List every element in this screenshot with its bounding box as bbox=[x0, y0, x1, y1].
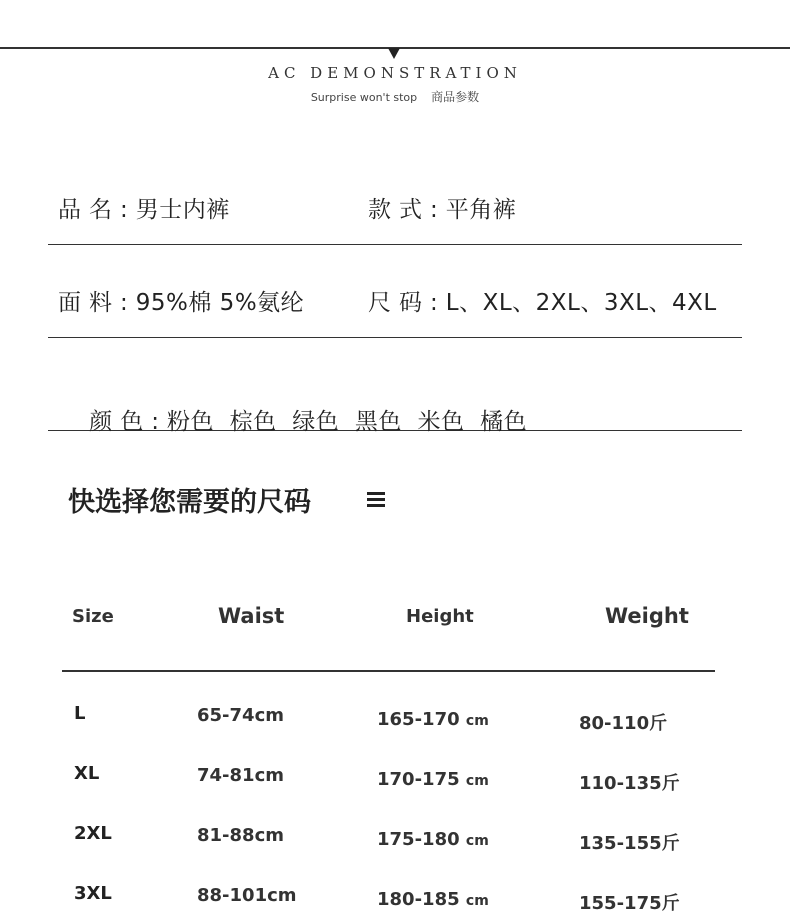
height-unit: cm bbox=[465, 713, 489, 729]
height-value: 165-170 bbox=[377, 709, 460, 730]
spec-row-fabric-size bbox=[48, 244, 742, 338]
spec-value: 粉色 棕色 绿色 黑色 米色 橘色 bbox=[167, 409, 528, 435]
down-arrow-icon bbox=[388, 48, 400, 59]
table-cell-size: 3XL bbox=[74, 883, 112, 904]
table-header-waist: Waist bbox=[218, 604, 285, 628]
table-cell-weight: 135-155斤 bbox=[579, 833, 680, 854]
height-unit: cm bbox=[465, 833, 489, 849]
table-cell-waist: 65-74cm bbox=[197, 705, 284, 726]
brand-subtitle bbox=[0, 88, 790, 105]
table-cell-height bbox=[377, 889, 489, 910]
table-divider bbox=[62, 670, 715, 672]
height-value: 175-180 bbox=[377, 829, 460, 850]
table-cell-waist: 81-88cm bbox=[197, 825, 284, 846]
height-value: 170-175 bbox=[377, 769, 460, 790]
table-cell-height bbox=[377, 829, 489, 850]
spec-value: 95%棉 5%氨纶 bbox=[135, 290, 305, 316]
spec-label: 颜色: bbox=[89, 409, 167, 435]
height-value: 180-185 bbox=[377, 889, 460, 910]
table-cell-weight: 155-175斤 bbox=[579, 893, 680, 914]
spec-label: 款式: bbox=[368, 197, 446, 223]
table-cell-size: XL bbox=[74, 763, 100, 784]
spec-label: 尺码: bbox=[368, 290, 446, 316]
spec-value: 男士内裤 bbox=[135, 197, 230, 223]
subtitle-en: Surprise won't stop bbox=[310, 91, 418, 104]
subtitle-zh: 商品参数 bbox=[431, 90, 480, 104]
spec-colors bbox=[58, 377, 527, 462]
spec-value: L、XL、2XL、3XL、4XL bbox=[445, 290, 717, 316]
table-cell-size: 2XL bbox=[74, 823, 112, 844]
size-section-title: 快选择您需要的尺码 bbox=[68, 487, 311, 518]
spec-style bbox=[368, 191, 516, 224]
spec-fabric bbox=[58, 284, 304, 317]
spec-product-name bbox=[58, 191, 230, 224]
table-cell-weight: 110-135斤 bbox=[579, 773, 680, 794]
brand-title: AC DEMONSTRATION bbox=[268, 64, 522, 82]
spec-row-name-style bbox=[48, 151, 742, 245]
table-cell-waist: 88-101cm bbox=[197, 885, 297, 906]
menu-icon bbox=[367, 492, 385, 506]
spec-label: 面料: bbox=[58, 290, 136, 316]
table-cell-weight: 80-110斤 bbox=[579, 713, 668, 734]
spec-row-colors bbox=[48, 337, 742, 435]
spec-sizes bbox=[368, 284, 717, 317]
table-cell-size: L bbox=[74, 703, 86, 724]
height-unit: cm bbox=[465, 893, 489, 909]
spec-label: 品名: bbox=[58, 197, 136, 223]
table-cell-waist: 74-81cm bbox=[197, 765, 284, 786]
table-header-weight: Weight bbox=[605, 604, 689, 628]
table-header-height: Height bbox=[406, 606, 474, 627]
height-unit: cm bbox=[465, 773, 489, 789]
table-header-size: Size bbox=[72, 606, 114, 627]
spec-value: 平角裤 bbox=[445, 197, 517, 223]
table-cell-height bbox=[377, 709, 489, 730]
table-cell-height bbox=[377, 769, 489, 790]
